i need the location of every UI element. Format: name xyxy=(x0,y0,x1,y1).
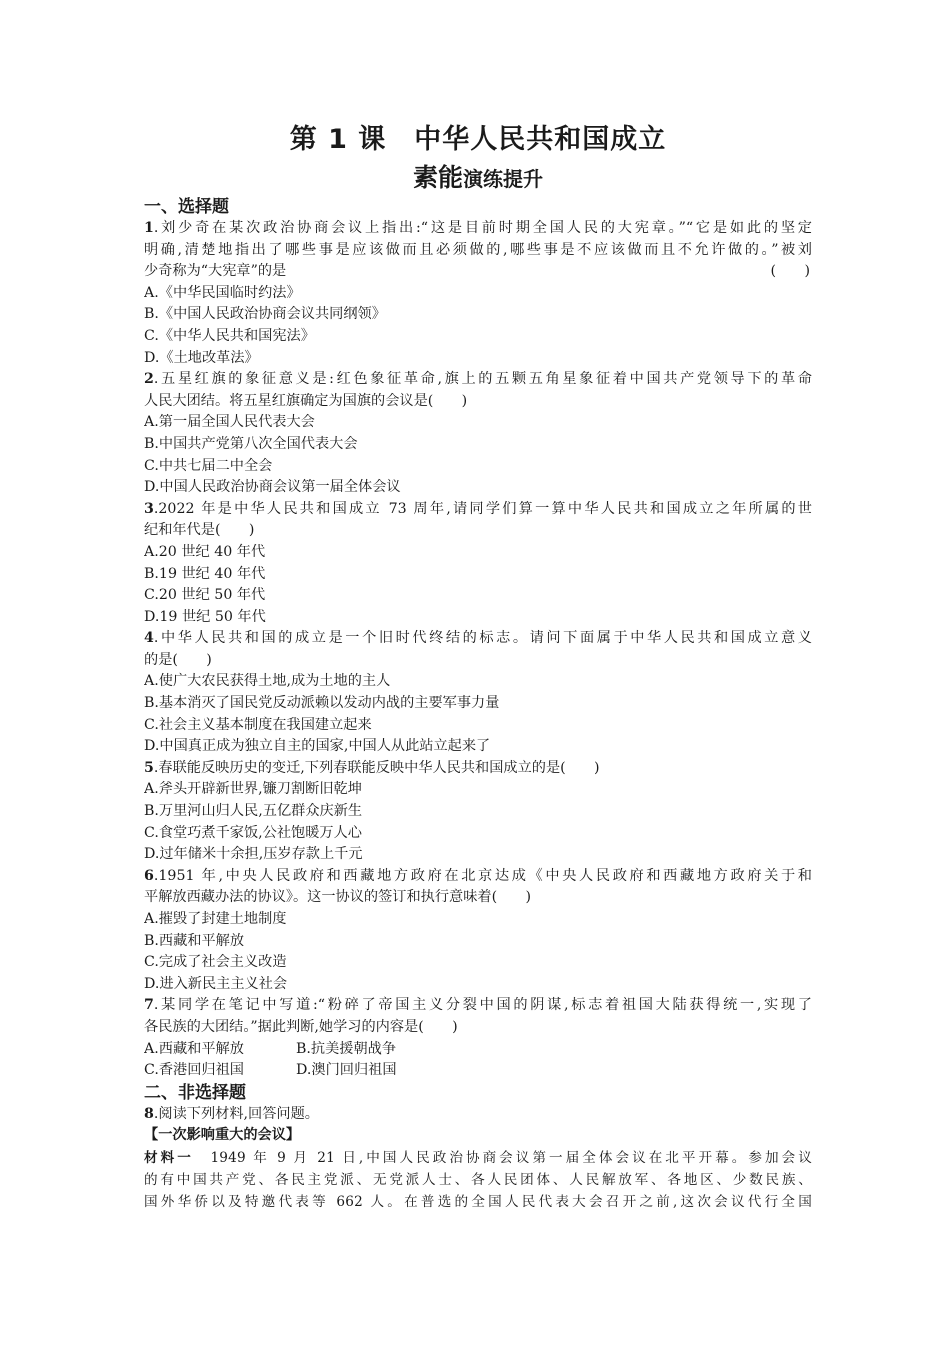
option: D.中国真正成为独立自主的国家,中国人从此站立起来了 xyxy=(144,738,491,755)
option: D.《土地改革法》 xyxy=(144,349,259,366)
option: A.《中华民国临时约法》 xyxy=(144,284,301,301)
lesson-subtitle xyxy=(144,158,812,194)
material-line: 材料一 1949 年 9 月 21 日,中国人民政治协商会议第一届全体会议在北平开幕。参加会议 xyxy=(144,1149,812,1166)
option: D.过年储米十余担,压岁存款上千元 xyxy=(144,846,363,863)
question-4 xyxy=(144,628,812,758)
subtitle-small: 演练提升 xyxy=(463,167,543,191)
section-nonchoice-heading: 二、非选择题 xyxy=(144,1082,246,1103)
question-line: 4.中华人民共和国的成立是一个旧时代终结的标志。请问下面属于中华人民共和国成立意义 xyxy=(144,630,812,647)
option: C.香港回归祖国 xyxy=(144,1062,244,1079)
option: B.万里河山归人民,五亿群众庆新生 xyxy=(144,803,363,820)
subtitle-big: 素能 xyxy=(412,163,463,192)
question-line: 少奇称为“大宪章”的是 ( ) xyxy=(144,261,812,283)
question-3 xyxy=(144,499,812,629)
option: C.完成了社会主义改造 xyxy=(144,954,287,971)
option: C.《中华人民共和国宪法》 xyxy=(144,327,315,344)
option: C.20 世纪 50 年代 xyxy=(144,587,266,604)
option: B.西藏和平解放 xyxy=(144,932,245,949)
question-line: 2.五星红旗的象征意义是:红色象征革命,旗上的五颗五角星象征着中国共产党领导下的革命 xyxy=(144,371,812,388)
question-line: 的是( ) xyxy=(144,651,212,668)
option: B.基本消灭了国民党反动派赖以发动内战的主要军事力量 xyxy=(144,695,500,712)
question-line: 平解放西藏办法的协议》。这一协议的签订和执行意味着( ) xyxy=(144,889,532,906)
question-line: 纪和年代是( ) xyxy=(144,522,255,539)
option: A.西藏和平解放 xyxy=(144,1040,244,1057)
material-label: 材料一 xyxy=(144,1149,194,1166)
answer-paren: ( ) xyxy=(770,263,810,280)
option: B.中国共产党第八次全国代表大会 xyxy=(144,435,358,452)
option: D.进入新民主主义社会 xyxy=(144,975,288,992)
option: D.澳门回归祖国 xyxy=(296,1062,397,1079)
lesson-title: 第 1 课 中华人民共和国成立 xyxy=(289,124,667,155)
question-5 xyxy=(144,758,812,866)
option-row xyxy=(144,1039,812,1061)
question-line: 1.刘少奇在某次政治协商会议上指出:“这是目前时期全国人民的大宪章。”“它是如此的坚定 xyxy=(144,220,812,236)
question-line: 各民族的大团结。”据此判断,她学习的内容是( ) xyxy=(144,1018,458,1035)
option: B.19 世纪 40 年代 xyxy=(144,565,266,582)
question-2 xyxy=(144,369,812,499)
option: C.中共七届二中全会 xyxy=(144,457,273,474)
section-choice-heading: 一、选择题 xyxy=(144,197,229,217)
option-row xyxy=(144,1060,812,1082)
option: C.食堂巧煮千家饭,公社饱暖万人心 xyxy=(144,824,362,841)
material-heading: 【一次影响重大的会议】 xyxy=(144,1127,301,1144)
question-line: 人民大团结。将五星红旗确定为国旗的会议是( ) xyxy=(144,392,468,409)
question-line: 8.阅读下列材料,回答问题。 xyxy=(144,1105,319,1122)
option: B.《中国人民政治协商会议共同纲领》 xyxy=(144,306,386,323)
question-1 xyxy=(144,218,812,369)
question-line: 明确,清楚地指出了哪些事是应该做而且必须做的,哪些事是不应该做而且不允许做的。”被刘 xyxy=(144,241,812,258)
material-line: 的有中国共产党、各民主党派、无党派人士、各人民团体、人民解放军、各地区、少数民族、 xyxy=(144,1171,812,1188)
material-line: 国外华侨以及特邀代表等 662 人。在普选的全国人民代表大会召开之前,这次会议代行全国 xyxy=(144,1193,812,1210)
option: A.摧毁了封建土地制度 xyxy=(144,911,287,927)
option: C.社会主义基本制度在我国建立起来 xyxy=(144,716,372,733)
question-8 xyxy=(144,1104,812,1213)
option: A.第一届全国人民代表大会 xyxy=(144,414,315,431)
content xyxy=(144,196,812,1213)
question-line: 7.某同学在笔记中写道:“粉碎了帝国主义分裂中国的阴谋,标志着祖国大陆获得统一,实现了 xyxy=(144,997,812,1014)
option: A.斧头开辟新世界,镰刀割断旧乾坤 xyxy=(144,781,362,798)
option: B.抗美援朝战争 xyxy=(296,1040,397,1057)
option: D.19 世纪 50 年代 xyxy=(144,608,266,625)
question-line: 5.春联能反映历史的变迁,下列春联能反映中华人民共和国成立的是( ) xyxy=(144,759,600,776)
option: A.使广大农民获得土地,成为土地的主人 xyxy=(144,673,391,690)
option: D.中国人民政治协商会议第一届全体会议 xyxy=(144,479,401,496)
question-line: 6.1951 年,中央人民政府和西藏地方政府在北京达成《中央人民政府和西藏地方政府关于和 xyxy=(144,867,812,884)
question-6 xyxy=(144,866,812,996)
question-7 xyxy=(144,995,812,1081)
option: A.20 世纪 40 年代 xyxy=(144,543,266,560)
question-line: 3.2022 年是中华人民共和国成立 73 周年,请同学们算一算中华人民共和国成立之年所属的世 xyxy=(144,500,812,517)
